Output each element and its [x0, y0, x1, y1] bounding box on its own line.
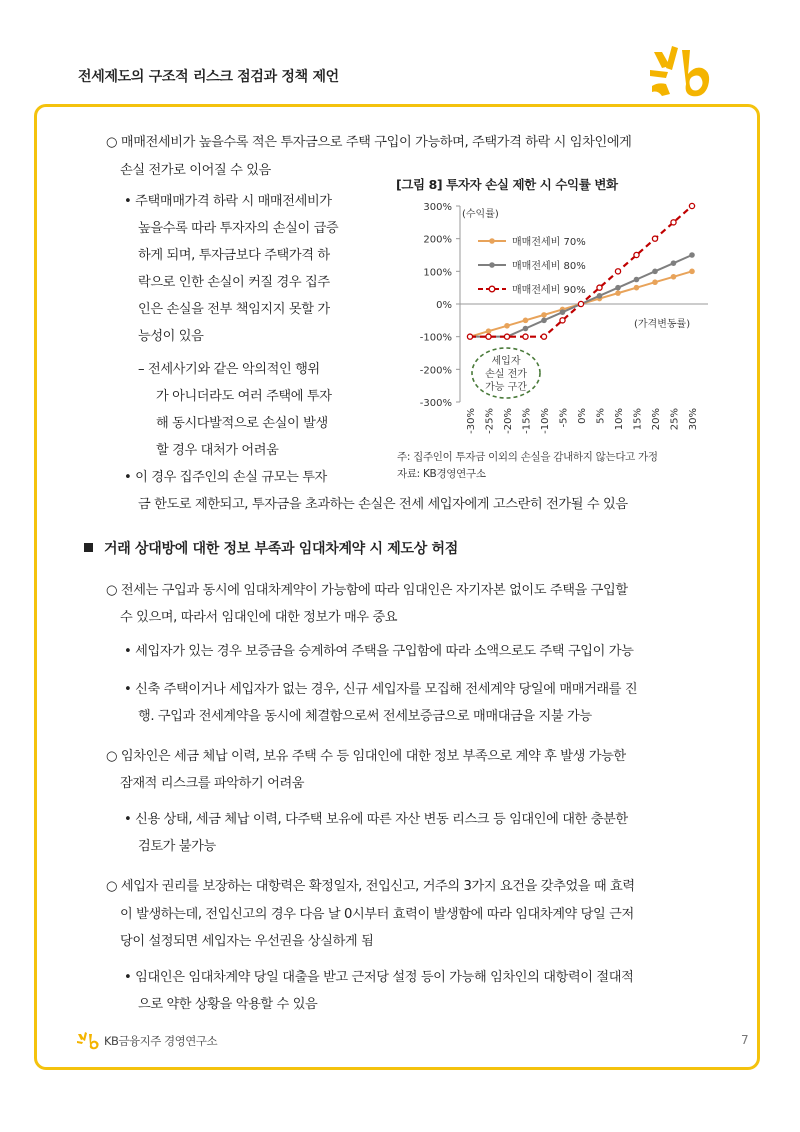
series-2-point	[671, 260, 677, 266]
series-3-point	[504, 334, 509, 339]
dash-1-line2: 가 아니더라도 여러 주택에 투자	[156, 389, 332, 404]
x-tick-label: -30%	[466, 408, 477, 434]
figure-title: [그림 8] 투자자 손실 제한 시 수익률 변화	[396, 177, 618, 192]
legend-marker-2	[489, 262, 495, 268]
y-tick-label: 300%	[423, 202, 452, 213]
series-1-point	[671, 274, 677, 280]
series-2-point	[597, 293, 603, 299]
bullet-circle-1-line1: ○ 매매전세비가 높을수록 적은 투자금으로 주택 구입이 가능하며, 주택가격 하락 시 임차인에게	[106, 135, 632, 150]
legend-label-3: 매매전세비 90%	[512, 285, 586, 296]
o3-line3: 당이 설정되면 세입자는 우선권을 상실하게 됨	[120, 934, 374, 949]
series-1-point	[523, 318, 529, 324]
o1-dot2-line2: 행. 구입과 전세계약을 동시에 체결함으로써 전세보증금으로 매매대금을 지불 가능	[138, 709, 592, 724]
section-2-heading: 거래 상대방에 대한 정보 부족과 임대차계약 시 제도상 허점	[104, 541, 458, 557]
page-number: 7	[741, 1033, 749, 1047]
series-2-point	[541, 318, 547, 324]
legend-marker-1	[489, 238, 495, 244]
x-axis-label: (가격변동률)	[634, 319, 691, 330]
legend-label-1: 매매전세비 70%	[512, 237, 586, 248]
series-3-point	[467, 334, 472, 339]
kb-footer-logo	[76, 1032, 102, 1050]
figure-source: 자료: KB경영연구소	[397, 468, 486, 480]
series-3-point	[541, 334, 546, 339]
o3-dot1-line2: 으로 약한 상황을 악용할 수 있음	[138, 997, 318, 1012]
x-tick-label: 0%	[577, 408, 588, 424]
o2-dot1-line2: 검토가 불가능	[138, 839, 216, 854]
series-3-point	[578, 301, 583, 306]
legend-marker-3	[489, 286, 495, 292]
y-tick-label: 100%	[423, 267, 452, 279]
y-tick-label: 200%	[423, 234, 452, 246]
dot-1-line2: 높을수록 따라 투자자의 손실이 급증	[138, 221, 339, 236]
o1-dot1-line1: • 세입자가 있는 경우 보증금을 승계하여 주택을 구입함에 따라 소액으로도 주택 구입이 가능	[124, 644, 634, 659]
series-3-point	[652, 236, 657, 241]
series-3-point	[560, 318, 565, 323]
y-tick-label: -200%	[419, 365, 452, 377]
o2-dot1-line1: • 신용 상태, 세금 체납 이력, 다주택 보유에 따른 자산 변동 리스크 등 임대인에 대한 충분한	[124, 812, 628, 827]
x-tick-label: -20%	[503, 408, 514, 434]
series-3-point	[615, 269, 620, 274]
dash-1-line3: 해 동시다발적으로 손실이 발생	[156, 416, 328, 431]
dot-2-line2: 금 한도로 제한되고, 투자금을 초과하는 손실은 전세 세입자에게 고스란히 전가될 수 있음	[138, 497, 628, 512]
o3-line2: 이 발생하는데, 전입신고의 경우 다음 날 0시부터 효력이 발생함에 따라 임대차계약 당일 근저	[120, 907, 634, 922]
footer-org-name: KB금융지주 경영연구소	[104, 1034, 218, 1048]
series-1-point	[634, 285, 640, 291]
dot-1-line1: • 주택매매가격 하락 시 매매전세비가	[124, 194, 332, 209]
series-3-point	[486, 334, 491, 339]
series-3-point	[523, 334, 528, 339]
y-tick-label: -100%	[419, 332, 452, 344]
o2-line2: 잠재적 리스크를 파악하기 어려움	[120, 776, 305, 791]
dot-1-line5: 인은 손실을 전부 책임지지 못할 가	[138, 302, 330, 317]
series-1-point	[541, 312, 547, 318]
bullet-circle-1-line2: 손실 전가로 이어질 수 있음	[120, 163, 271, 178]
series-2-point	[523, 326, 529, 332]
kb-logo	[648, 44, 728, 102]
series-3-point	[671, 220, 676, 225]
series-1-point	[486, 328, 492, 334]
x-tick-label: -15%	[521, 408, 533, 434]
series-2-point	[652, 269, 658, 275]
o3-line1: ○ 세입자 권리를 보장하는 대항력은 확정일자, 전입신고, 거주의 3가지 요건을 갖추었을 때 효력	[106, 879, 635, 894]
y-tick-label: 0%	[436, 300, 452, 311]
x-tick-label: 30%	[688, 408, 699, 431]
o1-dot2-line1: • 신축 주택이거나 세입자가 없는 경우, 신규 세입자를 모집해 전세계약 당일에 매매거래를 진	[124, 682, 638, 697]
section-heading-square-icon	[84, 543, 93, 552]
x-tick-label: -5%	[558, 408, 570, 428]
document-header-title: 전세제도의 구조적 리스크 점검과 정책 제언	[78, 69, 339, 85]
dash-1-line1: – 전세사기와 같은 악의적인 행위	[138, 362, 320, 377]
o1-line1: ○ 전세는 구입과 동시에 임대차계약이 가능함에 따라 임대인은 자기자본 없이도 주택을 구입할	[106, 583, 628, 598]
series-2-point	[689, 252, 695, 258]
o3-dot1-line1: • 임대인은 임대차계약 당일 대출을 받고 근저당 설정 등이 가능해 임차인의 대항력이 절대적	[124, 970, 634, 985]
series-2-point	[560, 309, 566, 315]
series-1-point	[652, 279, 658, 285]
x-tick-label: 25%	[669, 408, 681, 431]
legend-label-2: 매매전세비 80%	[512, 261, 586, 272]
x-tick-label: 10%	[614, 408, 625, 431]
series-1-point	[504, 323, 510, 329]
y-axis-label: (수익률)	[462, 209, 499, 220]
x-tick-label: -10%	[540, 408, 551, 434]
series-2-point	[634, 277, 640, 283]
dot-1-line6: 능성이 있음	[138, 329, 204, 344]
annotation-line-2: 손실 전가	[485, 369, 527, 380]
x-tick-label: -25%	[484, 408, 496, 434]
series-1-point	[689, 269, 695, 275]
figure-note: 주: 집주인이 투자금 이외의 손실을 감내하지 않는다고 가정	[397, 451, 658, 463]
x-tick-label: 5%	[595, 408, 607, 424]
dash-1-line4: 할 경우 대처가 어려움	[156, 443, 279, 458]
series-1-point	[615, 290, 621, 296]
series-2-point	[615, 285, 621, 291]
x-tick-label: 20%	[651, 408, 662, 431]
annotation-line-1: 세입자	[491, 356, 521, 367]
dot-1-line3: 하게 되며, 투자금보다 주택가격 하	[138, 248, 330, 263]
series-3-point	[597, 285, 602, 290]
x-tick-label: 15%	[632, 408, 644, 431]
roi-line-chart	[390, 196, 720, 450]
o1-line2: 수 있으며, 따라서 임대인에 대한 정보가 매우 중요	[120, 610, 398, 625]
series-3-point	[634, 252, 639, 257]
annotation-line-3: 가능 구간	[485, 382, 527, 393]
o2-line1: ○ 임차인은 세금 체납 이력, 보유 주택 수 등 임대인에 대한 정보 부족으로 계약 후 발생 가능한	[106, 749, 626, 764]
series-3-point	[689, 203, 694, 208]
y-tick-label: -300%	[419, 398, 452, 409]
dot-2-line1: • 이 경우 집주인의 손실 규모는 투자	[124, 470, 327, 485]
dot-1-line4: 락으로 인한 손실이 커질 경우 집주	[138, 275, 330, 290]
